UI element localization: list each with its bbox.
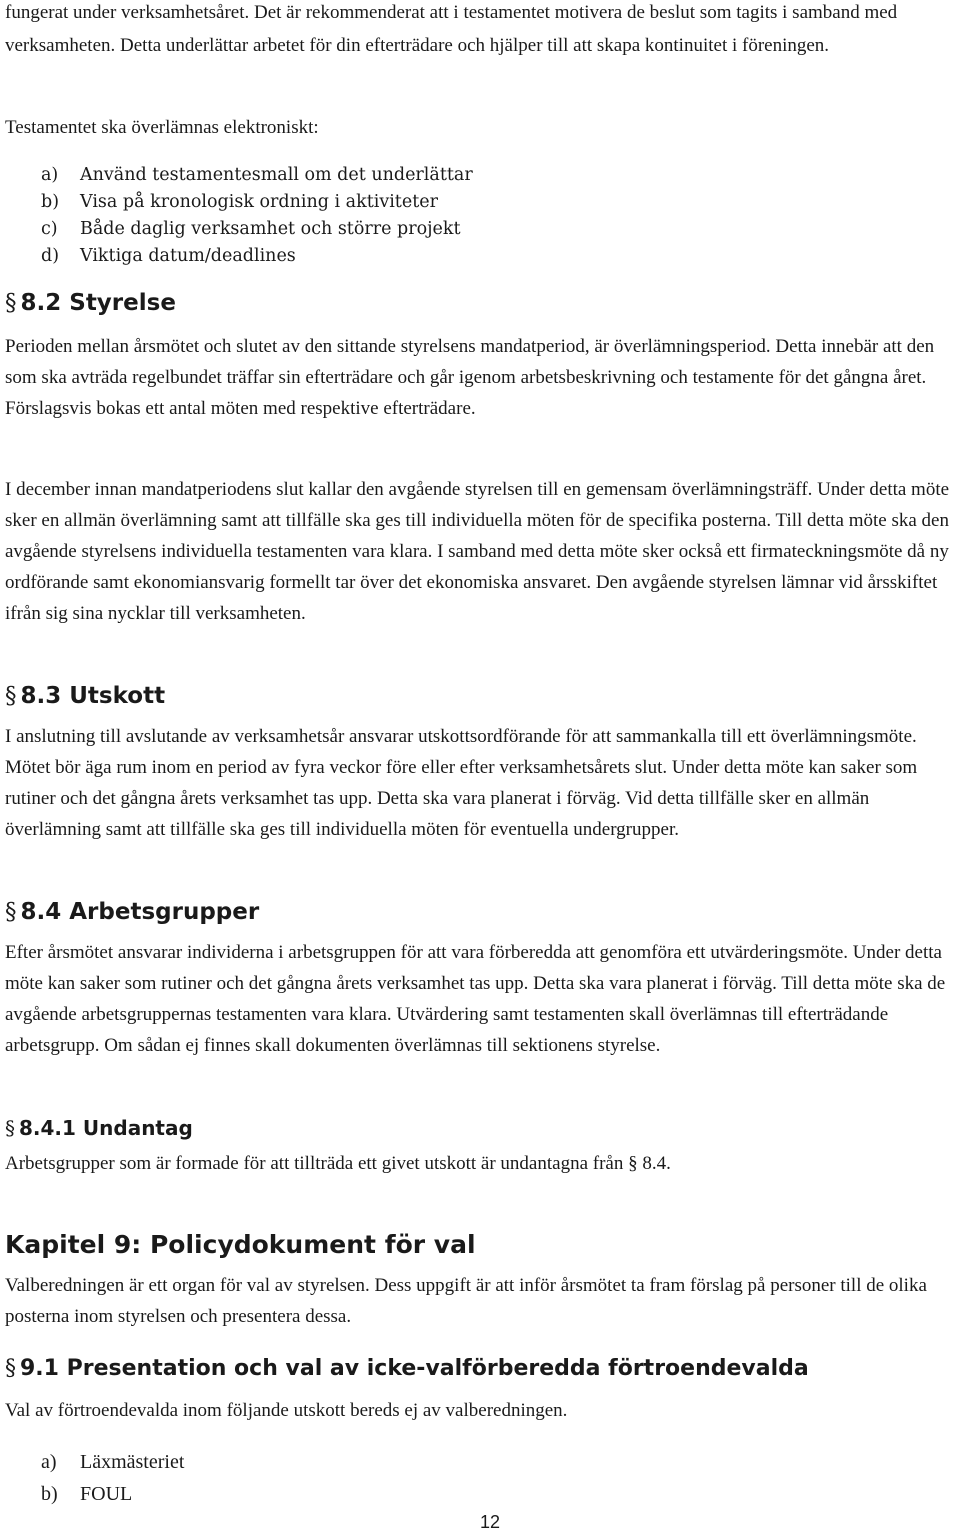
list-marker: b) [41,192,60,212]
list-text: Viktiga datum/deadlines [80,246,296,266]
heading-chapter-9: Kapitel 9: Policydokument för val [5,1230,476,1259]
list-marker: a) [41,1451,57,1473]
list-text: Använd testamentesmall om det underlättar [80,165,473,185]
heading-text: 8.4 Arbetsgrupper [20,899,260,925]
paragraph-chapter-9: Valberedningen är ett organ för val av styrelsen. Dess uppgift är att inför årsmötet ta fram förslag på personer till de olika posterna inom styrelsen och presentera dessa. [5,1275,927,1327]
paragraph-8-4-1: Arbetsgrupper som är formade för att tillträda ett givet utskott är undantagna från § 8.4. [5,1153,671,1174]
list-item [41,1446,184,1478]
heading-text: 8.2 Styrelse [20,290,176,316]
section-sign: § [5,899,17,925]
list-text: Visa på kronologisk ordning i aktiviteter [80,192,438,212]
heading-8-4-1 [5,1116,193,1140]
heading-8-2 [5,290,176,316]
page-number: 12 [480,1512,501,1532]
list-marker: d) [41,246,60,266]
section-sign: § [5,1116,15,1140]
paragraph-9-1: Val av förtroendevalda inom följande utskott bereds ej av valberedningen. [5,1400,568,1421]
section-sign: § [5,683,17,709]
paragraph-8-3: I anslutning till avslutande av verksamhetsår ansvarar utskottsordförande för att sammankalla till ett överlämningsmöte. Mötet bör äga rum inom en period av fyra veckor före eller efter verksamhetsårets slut. Under detta möte kan saker som rutiner och det gångna årets verksamhet tas upp. Detta ska vara planerat i förväg. Vid detta tillfälle sker en allmän överlämning samt att tillfälle ska ges till individuella möten för eventuella undergrupper. [5,726,918,840]
heading-8-3 [5,683,165,709]
paragraph-8-2-a: Perioden mellan årsmötet och slutet av den sittande styrelsens mandatperiod, är överlämningsperiod. Detta innebär att den som ska avträda regelbundet träffar sin efterträdare och går igenom arbetsbeskrivning och testamente för det gångna året. Förslagsvis bokas ett antal möten med respektive efterträdare. [5,336,935,419]
section-sign: § [5,1356,16,1381]
paragraph-8-2-b: I december innan mandatperiodens slut kallar den avgående styrelsen till en gemensam överlämningsträff. Under detta möte sker en allmän överlämning samt att tillfälle ska ges till individuella möten för de specifika posterna. Till detta möte ska den avgående styrelsens individuella testamenten vara klara. I samband med detta möte sker också ett firmateckningsmöte då ny ordförande samt ekonomiansvarig formellt tar över det ekonomiska ansvaret. Den avgående styrelsen lämnar vid årsskiftet ifrån sig sina nycklar till verksamheten. [5,479,950,624]
list-text: FOUL [80,1483,133,1505]
lead-text: Testamentet ska överlämnas elektroniskt: [5,117,319,138]
paragraph-8-4: Efter årsmötet ansvarar individerna i arbetsgruppen för att vara förberedda att genomföra ett utvärderingsmöte. Under detta möte kan saker som rutiner och det gångna årets verksamhet tas upp. Detta ska vara planerat i förväg. Till detta möte ska de avgående arbetsgruppernas testamenten vara klara. Utvärdering samt testamenten skall överlämnas till efterträdande arbetsgrupp. Om sådan ej finnes skall dokumenten överlämnas till sektionens styrelse. [5,942,946,1056]
heading-8-4 [5,899,259,925]
list-marker: b) [41,1483,58,1505]
list-item [41,243,473,270]
list-item [41,1478,184,1510]
heading-text: 8.4.1 Undantag [19,1116,193,1140]
list-utskott [41,1446,184,1510]
list-text: Läxmästeriet [80,1451,185,1473]
list-text: Både daglig verksamhet och större projekt [80,219,461,239]
list-item [41,162,473,189]
heading-9-1 [5,1356,809,1381]
list-testament [41,162,473,270]
list-marker: a) [41,165,59,185]
list-marker: c) [41,219,58,239]
list-item [41,216,473,243]
heading-text: 8.3 Utskott [20,683,166,709]
heading-text: 9.1 Presentation och val av icke-valförberedda förtroendevalda [20,1356,809,1381]
list-item [41,189,473,216]
intro-paragraph: fungerat under verksamhetsåret. Det är rekommenderat att i testamentet motivera de beslut som tagits i samband med verksamheten. Detta underlättar arbetet för din efterträdare och hjälper till att skapa kontinuitet i föreningen. [5,2,898,56]
section-sign: § [5,290,17,316]
